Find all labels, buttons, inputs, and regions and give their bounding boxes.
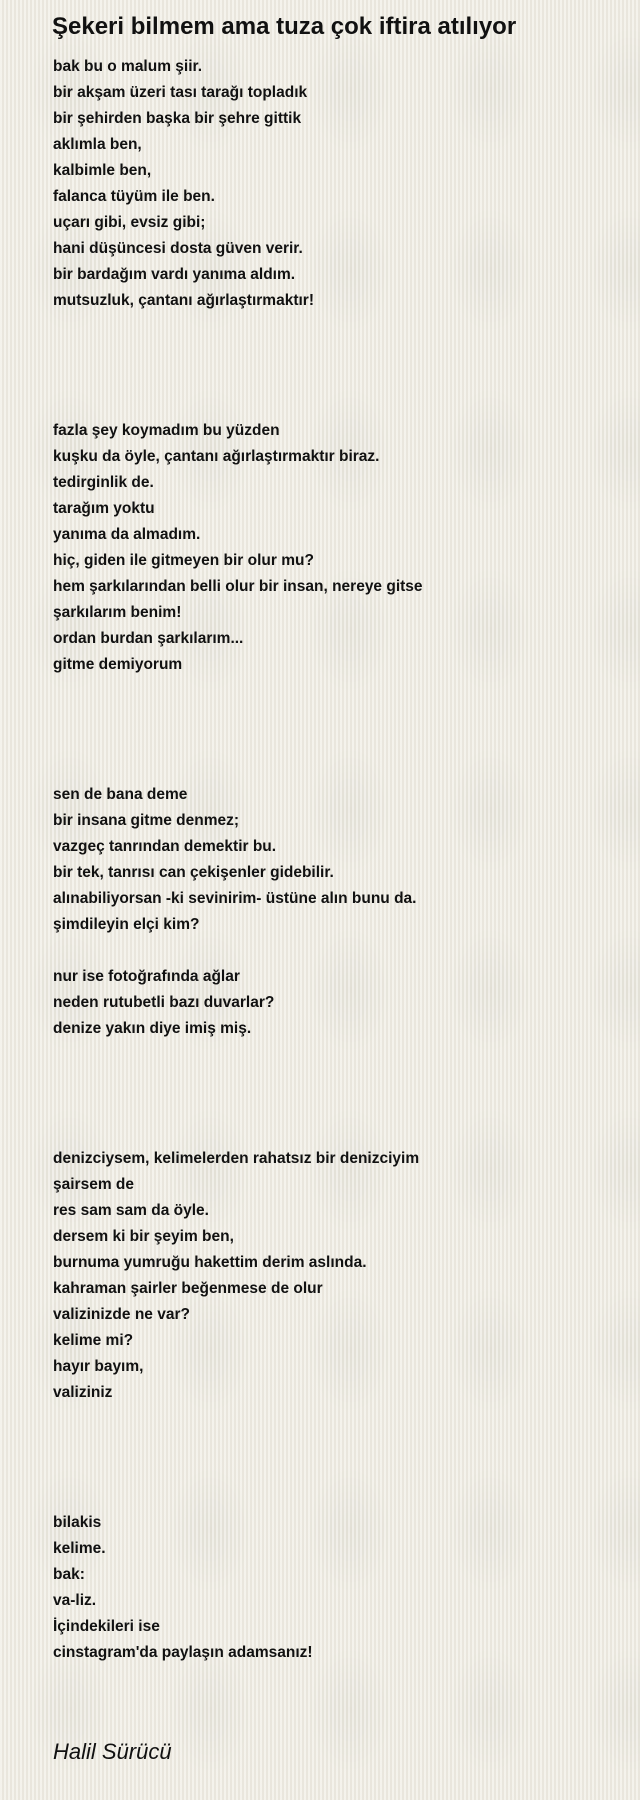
poem-line: bir akşam üzeri tası tarağı topladık xyxy=(53,84,308,101)
poem-line: gitme demiyorum xyxy=(53,656,183,673)
poem-line: uçarı gibi, evsiz gibi; xyxy=(53,214,206,231)
poem-blank-line xyxy=(53,938,613,964)
poem-blank-line xyxy=(53,340,613,366)
poem-blank-line xyxy=(53,366,613,392)
poem-line: bir tek, tanrısı can çekişenler gidebilir. xyxy=(53,864,334,881)
poem-line: İçindekileri ise xyxy=(53,1618,160,1635)
poem-blank-line xyxy=(53,314,613,340)
poem-line: valizinizde ne var? xyxy=(53,1306,190,1323)
poem-line: dersem ki bir şeyim ben, xyxy=(53,1228,234,1245)
poem-line: res sam sam da öyle. xyxy=(53,1202,209,1219)
poem-line: ordan burdan şarkılarım... xyxy=(53,630,244,647)
poem-blank-line xyxy=(53,1406,613,1432)
poem-line: aklımla ben, xyxy=(53,136,142,153)
poem-line: hiç, giden ile gitmeyen bir olur mu? xyxy=(53,552,314,569)
poem-line: bir bardağım vardı yanıma aldım. xyxy=(53,266,296,283)
poem-author: Halil Sürücü xyxy=(53,1739,172,1764)
poem-blank-line xyxy=(53,1484,613,1510)
poem-line: denizciysem, kelimelerden rahatsız bir denizciyim xyxy=(53,1150,420,1167)
poem-line: fazla şey koymadım bu yüzden xyxy=(53,422,280,439)
poem-line: nur ise fotoğrafında ağlar xyxy=(53,968,240,985)
poem-blank-line xyxy=(53,1042,613,1068)
poem-line: şarkılarım benim! xyxy=(53,604,182,621)
poem-line: kelime mi? xyxy=(53,1332,134,1349)
poem-line: hayır bayım, xyxy=(53,1358,144,1375)
poem-line: şimdileyin elçi kim? xyxy=(53,916,200,933)
poem-blank-line xyxy=(53,730,613,756)
poem-line: yanıma da almadım. xyxy=(53,526,201,543)
poem-line: hani düşüncesi dosta güven verir. xyxy=(53,240,303,257)
poem-body xyxy=(53,54,613,1666)
poem-line: kalbimle ben, xyxy=(53,162,152,179)
poem-line: tarağım yoktu xyxy=(53,500,155,517)
poem-line: tedirginlik de. xyxy=(53,474,154,491)
poem-line: hem şarkılarından belli olur bir insan, nereye gitse xyxy=(53,578,423,595)
poem-line: şairsem de xyxy=(53,1176,134,1193)
poem-line: mutsuzluk, çantanı ağırlaştırmaktır! xyxy=(53,292,314,309)
poem-line: alınabiliyorsan -ki sevinirim- üstüne alın bunu da. xyxy=(53,890,417,907)
poem-line: valiziniz xyxy=(53,1384,113,1401)
poem-blank-line xyxy=(53,1432,613,1458)
poem-blank-line xyxy=(53,678,613,704)
poem-blank-line xyxy=(53,1094,613,1120)
poem-line: vazgeç tanrından demektir bu. xyxy=(53,838,277,855)
poem-line: cinstagram'da paylaşın adamsanız! xyxy=(53,1644,313,1661)
poem-line: va-liz. xyxy=(53,1592,97,1609)
poem-line: kelime. xyxy=(53,1540,106,1557)
poem-line: neden rutubetli bazı duvarlar? xyxy=(53,994,275,1011)
poem-line: bir insana gitme denmez; xyxy=(53,812,240,829)
poem-line: kuşku da öyle, çantanı ağırlaştırmaktır biraz. xyxy=(53,448,380,465)
poem-blank-line xyxy=(53,1120,613,1146)
poem-line: bak: xyxy=(53,1566,85,1583)
poem-line: sen de bana deme xyxy=(53,786,188,803)
poem-line: bir şehirden başka bir şehre gittik xyxy=(53,110,302,127)
poem-line: bak bu o malum şiir. xyxy=(53,58,203,75)
poem-blank-line xyxy=(53,756,613,782)
poem-blank-line xyxy=(53,1458,613,1484)
poem-line: burnuma yumruğu hakettim derim aslında. xyxy=(53,1254,367,1271)
poem-line: kahraman şairler beğenmese de olur xyxy=(53,1280,323,1297)
poem-line: denize yakın diye imiş miş. xyxy=(53,1020,252,1037)
poem-blank-line xyxy=(53,1068,613,1094)
poem-line: bilakis xyxy=(53,1514,102,1531)
poem-line: falanca tüyüm ile ben. xyxy=(53,188,215,205)
poem-blank-line xyxy=(53,704,613,730)
poem-blank-line xyxy=(53,392,613,418)
poem-title: Şekeri bilmem ama tuza çok iftira atılıyor xyxy=(52,13,517,40)
